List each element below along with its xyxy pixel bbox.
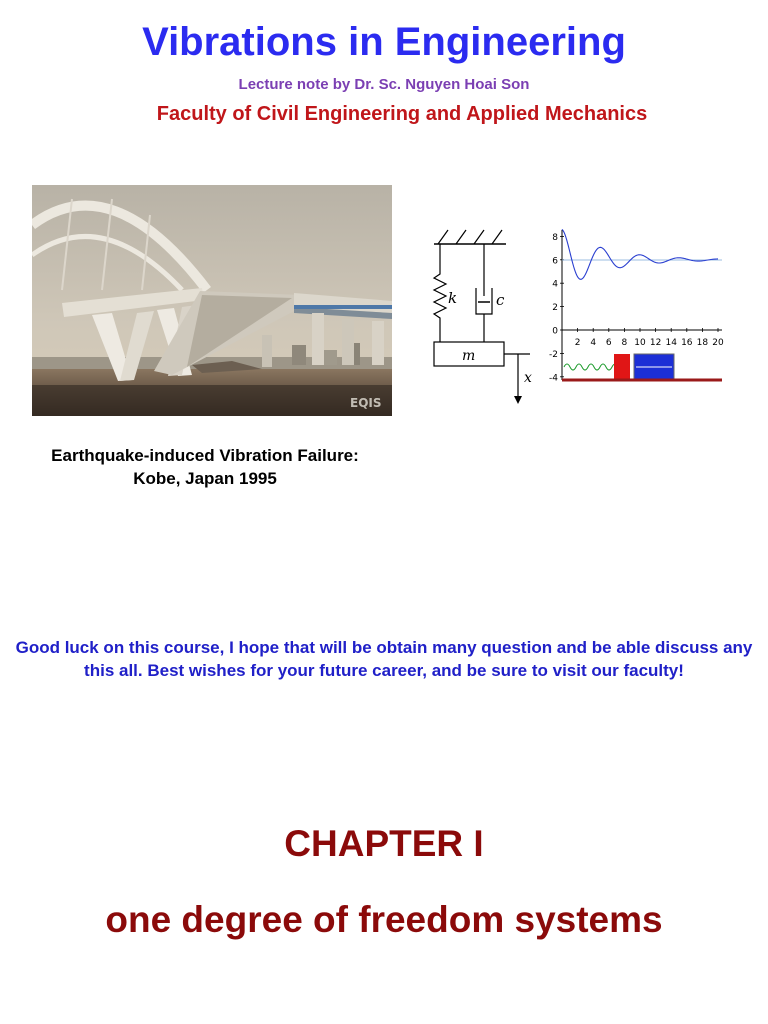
mass-block-red	[614, 354, 630, 380]
x-tick-label: 8	[621, 338, 628, 348]
damper-label: c	[496, 291, 505, 309]
x-tick-label: 4	[590, 338, 597, 348]
photo-caption	[20, 444, 390, 490]
y-tick-label: -4	[549, 373, 558, 384]
oscillation-curve	[562, 229, 718, 279]
photo-watermark: EQIS	[350, 396, 382, 410]
y-tick-label: 4	[552, 279, 558, 290]
x-tick-label: 16	[681, 338, 693, 348]
x-tick-label: 18	[696, 338, 709, 348]
mass-label: m	[462, 348, 476, 364]
y-tick-label: -2	[549, 349, 558, 360]
y-tick-label: 0	[552, 326, 558, 337]
author-line: Lecture note by Dr. Sc. Nguyen Hoai Son	[238, 76, 530, 93]
y-tick-label: 8	[552, 232, 558, 243]
x-tick-label: 20	[712, 338, 724, 348]
spring-damper-mass-diagram	[428, 222, 540, 412]
chapter-title: one degree of freedom systems	[105, 899, 663, 940]
chapter-number: CHAPTER I	[284, 823, 484, 864]
y-tick-label: 6	[552, 256, 558, 267]
damped-oscillation-plot	[546, 226, 726, 386]
x-tick-label: 10	[634, 338, 646, 348]
faculty-name: Faculty of Civil Engineering and Applied Mechanics	[156, 103, 648, 125]
spring-label: k	[448, 289, 458, 307]
y-tick-label: 2	[552, 303, 558, 314]
x-tick-label: 2	[574, 338, 581, 348]
x-tick-label: 12	[649, 338, 662, 348]
bridge-collapse-photo	[32, 185, 392, 416]
caption-line-1: Earthquake-induced Vibration Failure:	[51, 446, 359, 465]
displacement-label: x	[524, 370, 532, 386]
course-message: Good luck on this course, I hope that will be obtain many question and be able discuss any this all. Best wishes for your future career, and be sure to visit our faculty!	[15, 638, 753, 680]
caption-line-2: Kobe, Japan 1995	[133, 469, 277, 488]
page-title: Vibrations in Engineering	[142, 20, 626, 64]
x-tick-label: 6	[605, 338, 612, 348]
x-tick-label: 14	[665, 338, 677, 348]
